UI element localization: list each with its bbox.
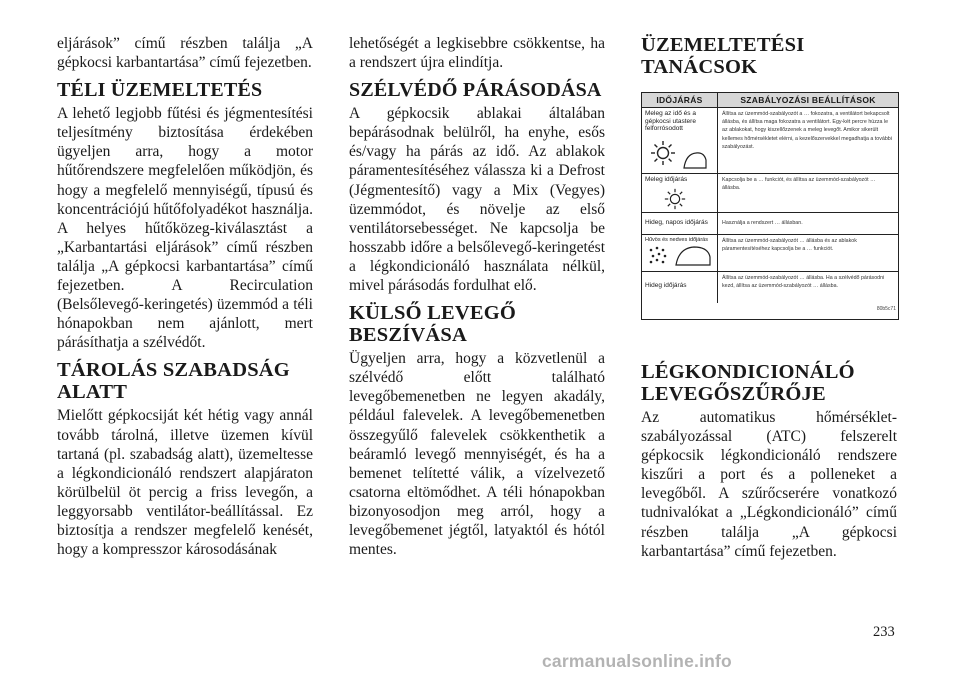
tips-table xyxy=(641,92,899,320)
table-row-3-settings xyxy=(718,213,898,235)
column-2 xyxy=(349,34,605,559)
condition-text: Meleg az idő és a gépkocsi utastere felforrósodott xyxy=(645,110,696,132)
table-row-4-settings xyxy=(718,235,898,272)
condition-text: Meleg időjárás xyxy=(645,176,688,183)
column-1 xyxy=(57,34,313,559)
table-row-1-condition xyxy=(642,108,718,174)
instruction-text: Használja a rendszert … állásban. xyxy=(722,220,803,226)
table-row-3-condition xyxy=(642,213,718,235)
watermark: carmanualsonline.info xyxy=(542,651,732,671)
table-header-settings: SZABÁLYOZÁSI BEÁLLÍTÁSOK xyxy=(718,93,898,108)
windshield-icon xyxy=(674,245,712,267)
column-3 xyxy=(641,34,897,561)
rain-icon xyxy=(648,245,670,267)
filter-heading: LÉGKONDICIONÁLÓ LEVEGŐSZŰRŐJE xyxy=(641,361,855,405)
defog-paragraph: A gépkocsik ablakai általában bepárásodnak belülről, ha enyhe, esős és/vagy ha párás az idő. Az ablakok páramentesítéséhez válassza ki a Defrost (Jégmentesítő) vagy a Mix (Vegyes) üzemmódot, és növelje az első ventilátorsebességet. Ne kapcsolja be hosszabb időre a belsőlevegő-keringetést a légkondicionáló használata nélkül, mivel párásodás fordulhat elő. xyxy=(349,105,605,295)
storage-heading: TÁROLÁS SZABADSÁG ALATT xyxy=(57,359,290,403)
figure-code: 80b5c71 xyxy=(876,306,896,312)
filter-paragraph: Az automatikus hőmérséklet-szabályozással (ATC) felszerelt gépkocsik légkondicionáló rendszere kiszűri a port és a polleneket a levegőből. A szűrőcserére vonatkozó tudnivalókat a „Légkondicionáló” című részben találja „A gépkocsi karbantartása” című fejezetben. xyxy=(641,409,897,560)
table-row-2-condition xyxy=(642,174,718,213)
winter-paragraph: A lehető legjobb fűtési és jégmentesítési teljesítmény biztosítása érdekében ügyeljen arra, hogy a motor hűtőrendszere megfelelően működjön, és hogy a megfelelő mennyiségű, típusú és koncentrációjú hűtőfolyadékot használja. A helyes hűtőközeg-kiválasztást a „Karbantartási eljárások” című részben találja „A gépkocsi karbantartása” című fejezetben. A Recirculation (Belsőlevegő-keringetés) üzemmód a téli hónapokban nem ajánlott, mert párásíthatja a szélvédőt. xyxy=(57,105,313,352)
table-row-2-settings xyxy=(718,174,898,213)
condition-text: Hideg időjárás xyxy=(645,282,687,289)
winter-heading: TÉLI ÜZEMELTETÉS xyxy=(57,79,263,102)
table-header-weather: IDŐJÁRÁS xyxy=(642,93,718,108)
table-row-5-condition xyxy=(642,272,718,303)
page-number: 233 xyxy=(873,624,895,640)
sun-icon xyxy=(650,140,676,166)
instruction-text: Állítsa az üzemmód-szabályozót … állásba és az ablakok páramentesítéséhez kapcsolja be a … funkciót. xyxy=(722,238,857,253)
sun-icon xyxy=(664,188,686,210)
table-row-4-condition xyxy=(642,235,718,272)
continue-paragraph: lehetőségét a legkisebbre csökkentse, ha a rendszert újra elindítja. xyxy=(349,35,605,72)
table-row-1-settings xyxy=(718,108,898,174)
tips-heading: ÜZEMELTETÉSI TANÁCSOK xyxy=(641,34,805,78)
defog-heading: SZÉLVÉDŐ PÁRÁSODÁSA xyxy=(349,79,602,102)
intake-paragraph: Ügyeljen arra, hogy a közvetlenül a szélvédő előtt található levegőbemenetben ne legyen akadály, például falevelek. A levegőbemenetben összegyűlő falevelek csökkenthetik a beáramló levegő mennyiségét, és ha a bemenet telítetté válik, a vízelvezető csatorna eltömődhet. A téli hónapokban bizonyosodjon meg arról, hogy a levegőbemenet jégtől, latyaktól és hótól mentes. xyxy=(349,350,605,559)
intro-paragraph: eljárások” című részben találja „A gépkocsi karbantartása” című fejezetben. xyxy=(57,35,313,72)
instruction-text: Állítsa az üzemmód-szabályozót a … fokozatra, a ventilátort bekapcsolt állásba, és állítsa maga fokozatra a ventilátort. Egy-két percre húzza le az ablakokat, hogy kiszellőzzenek a meleg levegőt. Amikor sikerült kellemes hőmérsékletet elérni, a kezelőszervekkel megadhatja a további szabályozást. xyxy=(722,111,892,150)
instruction-text: Állítsa az üzemmód-szabályozót … állásba. Ha a szélvédő párásodni kezd, állítsa az üzemmód-szabályozót … állásba. xyxy=(722,275,885,290)
storage-paragraph: Mielőtt gépkocsiját két hétig vagy annál tovább tárolná, illetve üzemen kívül tartaná (pl. szabadság alatt), üzemeltesse a légkondicionáló rendszert alapjáraton körülbelül öt percig a friss levegőn, a leggyorsabb ventilátor-beállítással. Ez biztosítja a rendszer megfelelő kenését, hogy a kompresszor károsodásának xyxy=(57,407,313,559)
car-seat-icon xyxy=(682,150,708,170)
intake-heading: KÜLSŐ LEVEGŐ BESZÍVÁSA xyxy=(349,302,517,346)
table-row-5-settings xyxy=(718,272,898,312)
instruction-text: Kapcsolja be a … funkciót, és állítsa az üzemmód-szabályozót … állásba. xyxy=(722,177,876,192)
condition-text: Hideg, napos időjárás xyxy=(645,219,708,226)
condition-text: Hűvös és nedves időjárás xyxy=(645,237,708,243)
